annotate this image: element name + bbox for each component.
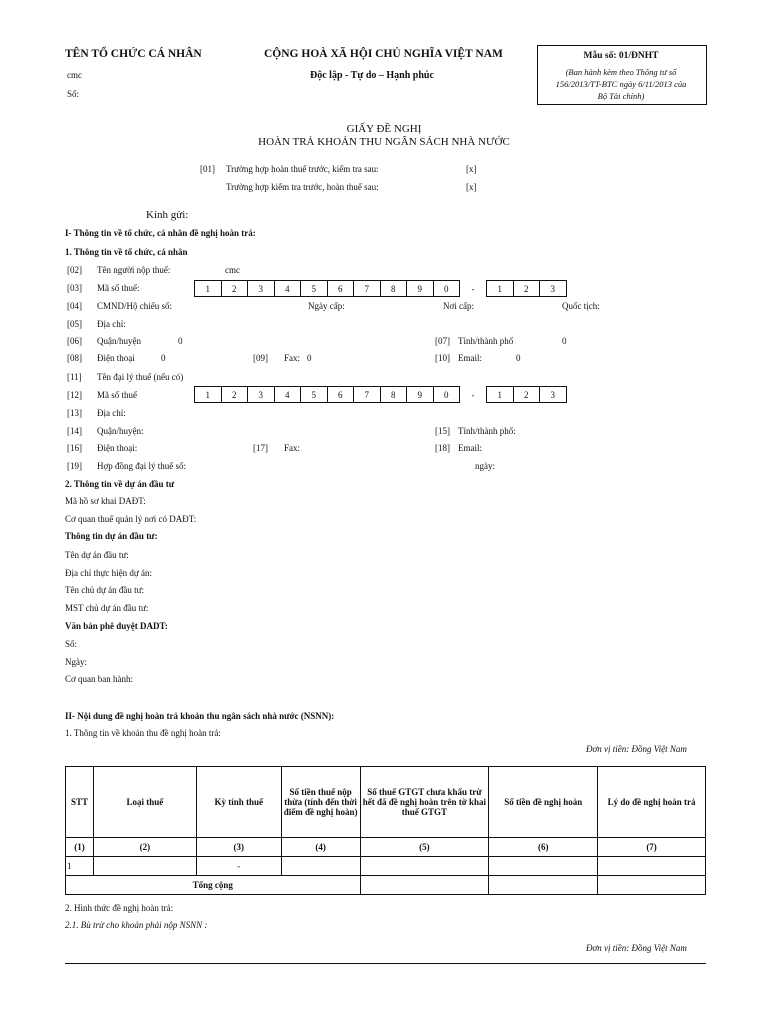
section-2-title: 2. Thông tin về dự án đầu tư — [65, 479, 175, 489]
tax-digit[interactable]: 4 — [274, 281, 301, 297]
agent-tax-digit[interactable]: 9 — [407, 387, 434, 403]
field-06-code: [06] — [67, 336, 82, 346]
agent-tax-digit[interactable]: 8 — [380, 387, 407, 403]
part-2-sub1: 1. Thông tin về khoản thu đề nghị hoàn trả: — [65, 728, 221, 738]
form-number: Mẫu số: 01/ĐNHT — [583, 51, 659, 61]
field-07-value[interactable]: 0 — [562, 336, 567, 346]
project-info-title: Thông tin dự án đầu tư: — [65, 531, 158, 541]
field-14-label: Quận/huyện: — [97, 426, 144, 436]
document-number-label: Số: — [67, 89, 80, 99]
agent-tax-digit[interactable]: 4 — [274, 387, 301, 403]
section-1-title: I- Thông tin về tổ chức, cá nhân đề nghị hoàn trả: — [65, 228, 256, 238]
field-08-label: Điện thoại — [97, 353, 135, 363]
field-16-code: [16] — [67, 443, 82, 453]
tax-suffix-digit[interactable]: 2 — [513, 281, 540, 297]
tax-digit[interactable]: 8 — [380, 281, 407, 297]
field-08-code: [08] — [67, 353, 82, 363]
option-1-label: Trường hợp hoàn thuế trước, kiểm tra sau: — [226, 164, 379, 174]
field-19-date: ngày: — [475, 461, 495, 471]
currency-unit: Đơn vị tiền: Đồng Việt Nam — [586, 744, 687, 754]
tax-digit[interactable]: 7 — [354, 281, 381, 297]
header-cell: Kỳ tính thuế — [196, 767, 281, 838]
field-12-label: Mã số thuế — [97, 390, 137, 400]
option-code: [01] — [200, 164, 215, 174]
field-11-label: Tên đại lý thuế (nếu có) — [97, 372, 184, 382]
table-cell[interactable] — [489, 857, 598, 876]
field-04-issue-date: Ngày cấp: — [308, 301, 345, 311]
document-title-line2: HOÀN TRẢ KHOẢN THU NGÂN SÁCH NHÀ NƯỚC — [258, 136, 510, 148]
tax-dash: - — [471, 283, 475, 294]
field-03-code: [03] — [67, 283, 82, 293]
tax-digit[interactable]: 6 — [327, 281, 354, 297]
field-09-label: Fax: — [284, 353, 301, 363]
agent-tax-digit[interactable]: 2 — [221, 387, 248, 403]
total-cell — [360, 876, 489, 895]
field-05-label: Địa chỉ: — [97, 319, 126, 329]
field-12-code: [12] — [67, 390, 82, 400]
column-number: (6) — [489, 838, 598, 857]
agent-tax-digit[interactable]: 6 — [327, 387, 354, 403]
field-06-label: Quận/huyện — [97, 336, 141, 346]
column-number-row — [66, 838, 706, 857]
tax-suffix-digit[interactable]: 1 — [487, 281, 514, 297]
project-tax-office: Cơ quan thuế quản lý nơi có DAĐT: — [65, 514, 197, 524]
motto: Độc lập - Tự do – Hạnh phúc — [310, 70, 434, 81]
agent-tax-digit[interactable]: 1 — [195, 387, 222, 403]
header-cell: Loại thuế — [93, 767, 196, 838]
field-02-code: [02] — [67, 265, 82, 275]
org-name-heading: TÊN TỔ CHỨC CÁ NHÂN — [65, 48, 202, 60]
field-13-label: Địa chỉ: — [97, 408, 126, 418]
option-2-label: Trường hợp kiểm tra trước, hoàn thuế sau: — [226, 182, 379, 192]
field-06-value[interactable]: 0 — [178, 336, 183, 346]
part-2-sub21: 2.1. Bù trừ cho khoản phải nộp NSNN : — [65, 920, 208, 930]
recipient-label: Kính gửi: — [146, 209, 189, 221]
field-04-nationality: Quốc tịch: — [562, 301, 600, 311]
agent-tax-suffix-digit[interactable]: 1 — [487, 387, 514, 403]
total-row — [66, 876, 706, 895]
field-07-code: [07] — [435, 336, 450, 346]
option-2-checkbox[interactable]: [x] — [466, 182, 477, 192]
tax-digit[interactable]: 0 — [433, 281, 460, 297]
field-04-issue-place: Nơi cấp: — [443, 301, 474, 311]
currency-unit-2: Đơn vị tiền: Đồng Việt Nam — [586, 943, 687, 953]
field-18-code: [18] — [435, 443, 450, 453]
agent-tax-code-grid[interactable] — [194, 386, 567, 403]
column-number: (1) — [66, 838, 94, 857]
field-19-code: [19] — [67, 461, 82, 471]
form-note-line2: 156/2013/TT-BTC ngày 6/11/2013 của — [555, 79, 687, 89]
table-cell[interactable] — [93, 857, 196, 876]
refund-table — [65, 766, 706, 895]
agent-tax-digit[interactable]: 7 — [354, 387, 381, 403]
field-04-label: CMND/Hộ chiếu số: — [97, 301, 172, 311]
field-18-label: Email: — [458, 443, 482, 453]
tax-digit[interactable]: 5 — [301, 281, 328, 297]
column-number: (4) — [281, 838, 360, 857]
approval-doc-title: Văn bản phê duyệt DADT: — [65, 621, 168, 631]
table-cell[interactable] — [360, 857, 489, 876]
field-10-code: [10] — [435, 353, 450, 363]
field-05-code: [05] — [67, 319, 82, 329]
project-name: Tên dự án đầu tư: — [65, 550, 129, 560]
field-03-label: Mã số thuế: — [97, 283, 140, 293]
field-13-code: [13] — [67, 408, 82, 418]
header-cell: Lý do đề nghị hoàn trả — [598, 767, 706, 838]
field-16-label: Điện thoại: — [97, 443, 138, 453]
approval-doc-number: Số: — [65, 639, 78, 649]
table-cell[interactable]: - — [196, 857, 281, 876]
field-10-value[interactable]: 0 — [516, 353, 521, 363]
header-cell: Số tiền thuế nộp thừa (tính đến thời điểm đề nghị hoàn) — [281, 767, 360, 838]
column-number: (2) — [93, 838, 196, 857]
divider — [65, 963, 706, 964]
form-note-line1: (Ban hành kèm theo Thông tư số — [565, 67, 677, 77]
project-owner: Tên chủ dự án đầu tư: — [65, 585, 144, 595]
project-owner-tax-code: MST chủ dự án đầu tư: — [65, 603, 149, 613]
tax-digit[interactable]: 9 — [407, 281, 434, 297]
part-2-title: II- Nội dung đề nghị hoàn trả khoản thu ngân sách nhà nước (NSNN): — [65, 711, 335, 721]
section-1-sub1: 1. Thông tin về tổ chức, cá nhân — [65, 247, 188, 257]
total-label: Tổng cộng — [66, 876, 361, 895]
agent-tax-suffix-digit[interactable]: 2 — [513, 387, 540, 403]
approval-doc-date: Ngày: — [65, 657, 87, 667]
agent-tax-digit[interactable]: 0 — [433, 387, 460, 403]
field-17-code: [17] — [253, 443, 268, 453]
field-08-value[interactable]: 0 — [161, 353, 166, 363]
field-19-label: Hợp đồng đại lý thuế số: — [97, 461, 187, 471]
header-cell: STT — [66, 767, 94, 838]
header-cell: Số tiền đề nghị hoàn — [489, 767, 598, 838]
form-note-line3: Bộ Tài chính) — [597, 91, 645, 101]
tax-digit[interactable]: 2 — [221, 281, 248, 297]
tax-code-grid[interactable] — [194, 280, 567, 297]
org-name-value: cmc — [67, 70, 82, 80]
table-row — [66, 857, 706, 876]
project-address: Địa chỉ thực hiện dự án: — [65, 568, 152, 578]
table-header-row — [66, 767, 706, 838]
total-cell — [489, 876, 598, 895]
country-heading: CỘNG HOÀ XÃ HỘI CHỦ NGHĨA VIỆT NAM — [264, 48, 503, 60]
tax-digit[interactable]: 1 — [195, 281, 222, 297]
field-04-code: [04] — [67, 301, 82, 311]
field-11-code: [11] — [67, 372, 82, 382]
agent-tax-digit[interactable]: 3 — [248, 387, 275, 403]
total-cell — [598, 876, 706, 895]
approval-doc-issuer: Cơ quan ban hành: — [65, 674, 133, 684]
column-number: (3) — [196, 838, 281, 857]
tax-digit[interactable]: 3 — [248, 281, 275, 297]
agent-tax-digit[interactable]: 5 — [301, 387, 328, 403]
agent-tax-suffix-digit[interactable]: 3 — [540, 387, 567, 403]
document-title-line1: GIẤY ĐỀ NGHỊ — [346, 123, 422, 135]
column-number: (7) — [598, 838, 706, 857]
table-cell[interactable] — [598, 857, 706, 876]
field-17-label: Fax: — [284, 443, 301, 453]
tax-suffix-digit[interactable]: 3 — [540, 281, 567, 297]
option-1-checkbox[interactable]: [x] — [466, 164, 477, 174]
field-10-label: Email: — [458, 353, 482, 363]
header-cell: Số thuế GTGT chưa khấu trừ hết đã đề nghị hoàn trên tờ khai thuế GTGT — [360, 767, 489, 838]
field-15-code: [15] — [435, 426, 450, 436]
part-2-sub2: 2. Hình thức đề nghị hoàn trả: — [65, 903, 174, 913]
column-number: (5) — [360, 838, 489, 857]
agent-tax-dash: - — [471, 389, 475, 400]
table-cell: 1 — [66, 857, 94, 876]
table-cell[interactable] — [281, 857, 360, 876]
field-07-label: Tỉnh/thành phố — [458, 336, 514, 346]
field-09-value[interactable]: 0 — [307, 353, 312, 363]
field-15-label: Tỉnh/thành phố: — [458, 426, 516, 436]
project-file-code: Mã hồ sơ khai DAĐT: — [65, 496, 146, 506]
field-14-code: [14] — [67, 426, 82, 436]
field-02-value[interactable]: cmc — [225, 265, 240, 275]
field-02-label: Tên người nộp thuế: — [97, 265, 171, 275]
field-09-code: [09] — [253, 353, 268, 363]
